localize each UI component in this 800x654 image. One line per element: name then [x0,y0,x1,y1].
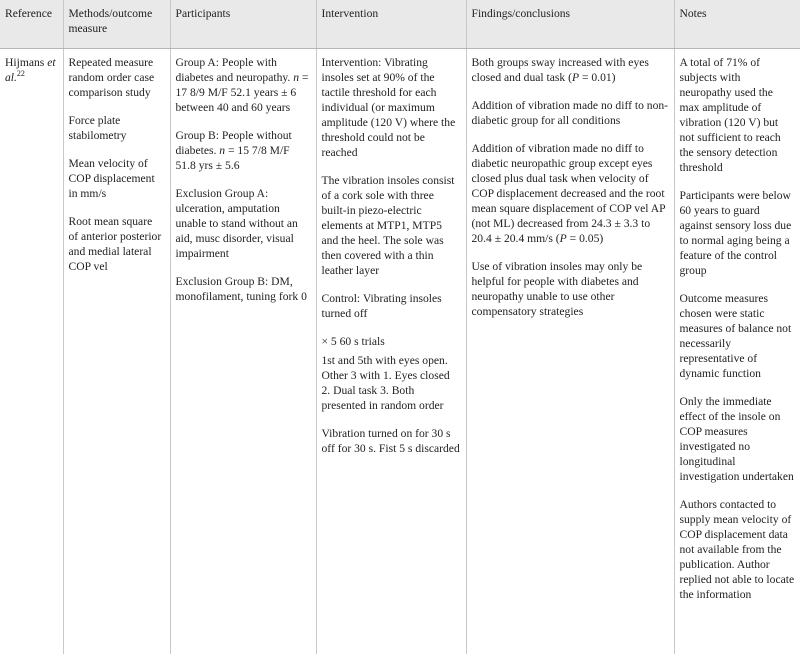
note-item: Authors contacted to supply mean velocity of COP displacement data not available from the publication. Author replied not able to locate the information [679,498,795,601]
intervention-description: Intervention: Vibrating insoles set at 90% of the tactile threshold for each individual (or maximum amplitude (120 V) where the threshold could not be reached [321,56,456,159]
participants-group-b [176,128,311,173]
table-row [0,49,800,654]
header-participants: Participants [170,0,316,49]
insole-description: The vibration insoles consist of a cork sole with three built-in piezo-electric elements at MTP1, MTP5 and the heel. The sole was then covered with a thin leather layer [321,174,455,277]
header-row [0,0,800,49]
methods-item: Force plate stabilometry [68,114,127,142]
group-b-details: = 15 7/8 M/F 51.8 yrs ± 5.6 [175,144,290,172]
reference-etal: et al. [5,56,56,84]
p-value: = 0.05) [566,232,604,245]
control-description: Control: Vibrating insoles turned off [321,292,442,320]
group-a-label: Group A: People with diabetes and neuropathy. [175,56,291,84]
cell-findings [466,49,674,654]
p-symbol: P [571,71,580,84]
reference-citation: 22 [16,69,25,79]
exclusion-group-a: Exclusion Group A: ulceration, amputation unable to stand without an aid, musc disorder, visual impairment [175,187,298,260]
header-notes: Notes [674,0,800,49]
cell-reference [0,49,63,654]
methods-item: Repeated measure random order case comparison study [68,56,155,99]
finding-neuropathic-text: Addition of vibration made no diff to diabetic neuropathic group except eyes closed plus dual task when velocity of COP displacement decreased and the root mean square displacement of COP vel AP (not ML) decreased from 24.3 ± 3.3 to 20.4 ± 20.4 mm/s ( [471,142,666,245]
finding-non-diabetic: Addition of vibration made no diff to non-diabetic group for all conditions [471,99,669,127]
p-symbol: P [559,232,567,245]
group-b-n: n [219,144,226,157]
vibration-timing: Vibration turned on for 30 s off for 30 s. Fist 5 s discarded [321,427,460,455]
p-value: = 0.01) [579,71,616,84]
header-methods: Methods/outcome measure [63,0,170,49]
trials-count: × 5 60 s trials [321,335,385,348]
finding-sway-text: Both groups sway increased with eyes closed and dual task ( [471,56,649,84]
cell-participants [170,49,316,654]
methods-item: Mean velocity of COP displacement in mm/s [68,157,155,200]
finding-neuropathic [472,141,669,246]
header-intervention: Intervention [316,0,466,49]
finding-sway [472,55,669,85]
note-item: Only the immediate effect of the insole on COP measures investigated no longitudinal investigation undertaken [679,395,794,483]
methods-item: Root mean square of anterior posterior and medial lateral COP vel [68,215,162,273]
note-item: A total of 71% of subjects with neuropathy used the max amplitude of vibration (120 V) but not sufficient to reach the sensory detection threshold [679,56,781,174]
header-findings: Findings/conclusions [466,0,674,49]
cell-methods [63,49,170,654]
group-b-label: Group B: People without diabetes. [175,129,292,157]
note-item: Participants were below 60 years to guard against sensory loss due to normal aging being a feature of the control group [679,189,792,277]
trials-order: 1st and 5th with eyes open. Other 3 with 1. Eyes closed 2. Dual task 3. Both presented in random order [321,354,450,412]
group-a-details: = 17 8/9 M/F 52.1 years ± 6 between 40 and 60 years [175,71,309,114]
cell-notes [674,49,800,654]
reference-author: Hijmans [5,56,45,69]
exclusion-group-b: Exclusion Group B: DM, monofilament, tuning fork 0 [175,275,307,303]
group-a-n: n [293,71,300,84]
finding-conclusion: Use of vibration insoles may only be helpful for people with diabetes and neuropathy unable to use other compensatory strategies [471,260,643,318]
header-reference: Reference [0,0,63,49]
note-item: Outcome measures chosen were static measures of balance not necessarily representative of dynamic function [679,292,792,380]
cell-intervention [316,49,466,654]
participants-group-a [176,55,311,115]
